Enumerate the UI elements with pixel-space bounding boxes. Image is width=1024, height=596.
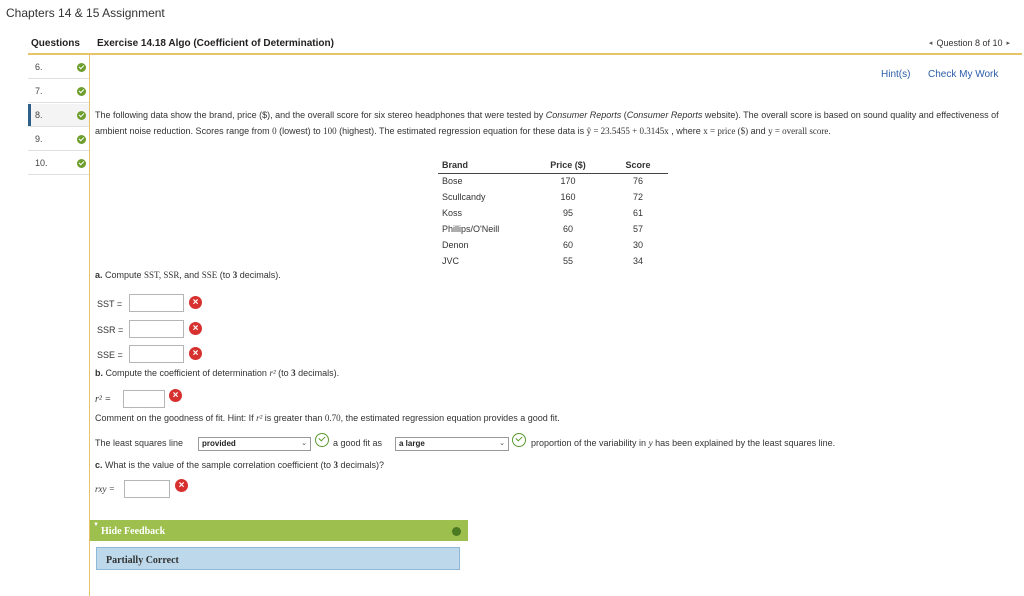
math-value: 0.70 xyxy=(324,413,341,423)
intro-text: and xyxy=(748,126,769,136)
price-cell: 55 xyxy=(562,256,573,266)
math-value: 3 xyxy=(232,270,238,280)
ssr-label: SSR = xyxy=(97,325,124,335)
source-name: Consumer Reports xyxy=(626,110,703,120)
select-value: provided xyxy=(202,439,236,448)
ssr-input[interactable] xyxy=(129,320,184,338)
goodness-of-fit-hint xyxy=(95,413,560,423)
x-definition: x = price ($) xyxy=(703,126,749,136)
sidebar-item-question-10[interactable] xyxy=(28,152,89,175)
prompt-text: decimals). xyxy=(295,368,340,378)
sidebar-item-label: 10. xyxy=(35,158,48,168)
math-terms: SST, SSR, xyxy=(144,270,182,280)
intro-text: ( xyxy=(621,110,627,120)
chevron-down-icon: ⌄ xyxy=(301,440,307,447)
hint-text: is greater than xyxy=(262,413,325,423)
next-question-icon[interactable]: ▸ xyxy=(1006,40,1010,47)
source-name: Consumer Reports xyxy=(545,110,622,120)
table-row xyxy=(438,221,668,237)
math-symbol: y xyxy=(648,438,653,448)
price-cell: 95 xyxy=(562,208,573,218)
chevron-down-icon: ⌄ xyxy=(499,440,505,447)
hide-feedback-label[interactable]: Hide Feedback xyxy=(101,526,166,537)
answered-check-icon xyxy=(77,63,86,72)
sse-label: SSE = xyxy=(97,350,123,360)
problem-statement xyxy=(95,107,1017,139)
triangle-down-icon: ▼ xyxy=(93,522,99,528)
table-row xyxy=(438,253,668,269)
intro-text: , where xyxy=(668,126,704,136)
sidebar-item-label: 6. xyxy=(35,62,43,72)
select-value: a large xyxy=(399,439,425,448)
question-counter: Question 8 of 10 xyxy=(936,38,1003,48)
intro-text: The following data show the brand, price ($), and the overall score for six stereo headphones that were tested by xyxy=(95,110,546,120)
sentence-text: proportion of the variability in xyxy=(531,438,649,448)
fit-sentence-end xyxy=(531,438,835,448)
check-my-work-link[interactable]: Check My Work xyxy=(928,69,999,80)
score-cell: 57 xyxy=(632,224,643,234)
math-value: 3 xyxy=(333,460,338,470)
incorrect-x-icon: × xyxy=(189,296,202,309)
prev-question-icon[interactable]: ◂ xyxy=(928,40,933,47)
rxy-input[interactable] xyxy=(124,480,170,498)
exercise-title: Exercise 14.18 Algo (Coefficient of Determination) xyxy=(97,38,334,49)
headphone-data-table xyxy=(438,158,668,269)
price-cell: 170 xyxy=(560,176,576,187)
r-squared-input[interactable] xyxy=(123,390,165,408)
column-header-brand: Brand xyxy=(438,158,528,173)
correct-check-icon xyxy=(512,433,526,447)
incorrect-x-icon: × xyxy=(189,347,202,360)
hint-text: Comment on the goodness of fit. Hint: If xyxy=(95,413,257,423)
sidebar-item-label: 7. xyxy=(35,86,43,96)
price-cell: 160 xyxy=(560,192,576,202)
prompt-text: and xyxy=(181,270,202,280)
brand-cell: Phillips/O'Neill xyxy=(442,224,500,234)
brand-cell: Scullcandy xyxy=(442,192,486,202)
rxy-label: rxy = xyxy=(95,484,115,494)
column-header-price: Price ($) xyxy=(528,158,608,173)
sse-input[interactable] xyxy=(129,345,184,363)
score-cell: 61 xyxy=(632,208,643,218)
table-row xyxy=(438,189,668,205)
part-letter: b. xyxy=(95,368,103,378)
sidebar-item-question-7[interactable] xyxy=(28,80,89,103)
score-cell: 76 xyxy=(632,176,643,187)
table-row xyxy=(438,205,668,221)
sentence-text: has been explained by the least squares line. xyxy=(652,438,836,448)
fit-sentence-start: The least squares line xyxy=(95,438,184,448)
incorrect-x-icon: × xyxy=(189,322,202,335)
column-header-score: Score xyxy=(608,158,668,173)
part-a-prompt xyxy=(95,270,281,280)
score-cell: 72 xyxy=(632,192,643,202)
prompt-text: (to xyxy=(217,270,233,280)
page-title: Chapters 14 & 15 Assignment xyxy=(6,6,165,20)
sidebar-item-label: 8. xyxy=(35,110,43,120)
math-symbol: r² xyxy=(256,413,263,423)
proportion-size-select[interactable] xyxy=(395,437,509,451)
table-row xyxy=(438,173,668,189)
intro-text: website). The overall score is based on sound quality and effectiveness of ambient noise reduction. Scores range from xyxy=(95,110,999,136)
part-letter: a. xyxy=(95,270,103,280)
sst-input[interactable] xyxy=(129,294,184,312)
math-terms: SSE xyxy=(201,270,218,280)
intro-text: . xyxy=(828,126,831,136)
math-value: 100 xyxy=(323,126,337,136)
r-squared-label: r² = xyxy=(95,394,112,405)
prompt-text: decimals). xyxy=(237,270,281,280)
questions-header: Questions xyxy=(31,38,80,49)
answered-check-icon xyxy=(77,87,86,96)
feedback-status-text: Partially Correct xyxy=(106,555,179,566)
incorrect-x-icon: × xyxy=(175,479,188,492)
intro-text: (highest). The estimated regression equation for these data is xyxy=(336,126,587,136)
hints-link[interactable]: Hint(s) xyxy=(881,69,911,80)
table-row xyxy=(438,237,668,253)
fit-provided-select[interactable] xyxy=(198,437,311,451)
score-cell: 30 xyxy=(632,240,643,250)
fit-sentence-middle: a good fit as xyxy=(333,438,383,448)
correct-check-icon xyxy=(315,433,329,447)
sidebar-item-question-6[interactable] xyxy=(28,56,89,79)
sidebar-item-question-8[interactable] xyxy=(28,104,89,127)
price-cell: 60 xyxy=(562,224,573,234)
part-b-prompt xyxy=(95,368,339,378)
prompt-text: decimals)? xyxy=(337,460,384,470)
prompt-text: Compute the coefficient of determination xyxy=(103,368,270,378)
sst-label: SST = xyxy=(97,299,123,309)
prompt-text: Compute xyxy=(102,270,145,280)
answered-check-icon xyxy=(77,135,86,144)
part-c-prompt xyxy=(95,460,384,470)
brand-cell: JVC xyxy=(442,256,460,266)
intro-text: (lowest) to xyxy=(276,126,324,136)
sidebar-item-question-9[interactable] xyxy=(28,128,89,151)
prompt-text: (to xyxy=(275,368,292,378)
brand-cell: Koss xyxy=(442,208,463,218)
table-header-row xyxy=(438,158,668,173)
hint-text: , the estimated regression equation provides a good fit. xyxy=(340,413,560,423)
brand-cell: Denon xyxy=(442,240,469,250)
sidebar-item-label: 9. xyxy=(35,134,43,144)
answered-check-icon xyxy=(77,159,86,168)
prompt-text: What is the value of the sample correlation coefficient (to xyxy=(102,460,334,470)
math-symbol: r² xyxy=(269,368,276,378)
part-letter: c. xyxy=(95,460,103,470)
score-cell: 34 xyxy=(632,256,643,266)
math-value: 0 xyxy=(272,126,277,136)
y-definition: y = overall score xyxy=(768,126,829,136)
answered-check-icon xyxy=(77,111,86,120)
regression-equation: ŷ = 23.5455 + 0.3145x xyxy=(586,126,669,136)
math-value: 3 xyxy=(291,368,296,378)
feedback-status-icon xyxy=(452,527,461,536)
brand-cell: Bose xyxy=(442,176,463,187)
price-cell: 60 xyxy=(562,240,573,250)
incorrect-x-icon: × xyxy=(169,389,182,402)
question-nav xyxy=(929,38,1010,48)
